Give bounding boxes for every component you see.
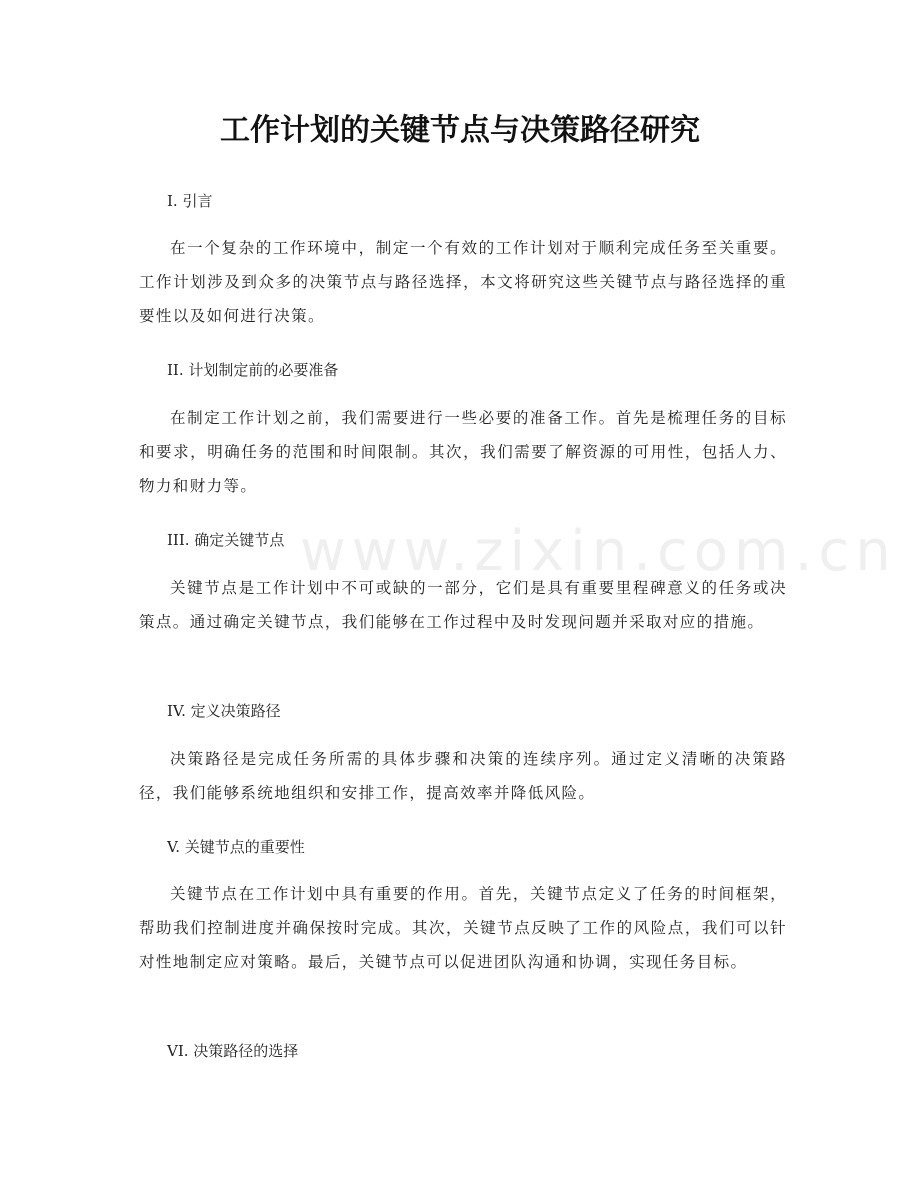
section-heading-2: II. 计划制定前的必要准备 [167, 361, 339, 379]
section-heading-1: I. 引言 [167, 192, 213, 210]
section-body-3: 关键节点是工作计划中不可或缺的一部分，它们是具有重要里程碑意义的任务或决策点。通过确定关键节点，我们能够在工作过程中及时发现问题并采取对应的措施。 [139, 579, 787, 631]
section-body-2: 在制定工作计划之前，我们需要进行一些必要的准备工作。首先是梳理任务的目标和要求，明确任务的范围和时间限制。其次，我们需要了解资源的可用性，包括人力、物力和财力等。 [139, 409, 787, 495]
section-body-4: 决策路径是完成任务所需的具体步骤和决策的连续序列。通过定义清晰的决策路径，我们能够系统地组织和安排工作，提高效率并降低风险。 [139, 750, 787, 802]
document-title: 工作计划的关键节点与决策路径研究 [220, 113, 700, 148]
section-heading-5: V. 关键节点的重要性 [167, 838, 305, 856]
section-heading-4: IV. 定义决策路径 [167, 702, 281, 720]
section-body-1: 在一个复杂的工作环境中，制定一个有效的工作计划对于顺利完成任务至关重要。工作计划涉及到众多的决策节点与路径选择，本文将研究这些关键节点与路径选择的重要性以及如何进行决策。 [139, 239, 787, 325]
watermark: www.zixin.com.cn [300, 519, 897, 584]
section-body-5: 关键节点在工作计划中具有重要的作用。首先，关键节点定义了任务的时间框架，帮助我们控制进度并确保按时完成。其次，关键节点反映了工作的风险点，我们可以针对性地制定应对策略。最后，关键节点可以促进团队沟通和协调，实现任务目标。 [139, 885, 787, 971]
section-heading-3: III. 确定关键节点 [167, 531, 285, 549]
section-heading-6: VI. 决策路径的选择 [167, 1042, 299, 1060]
